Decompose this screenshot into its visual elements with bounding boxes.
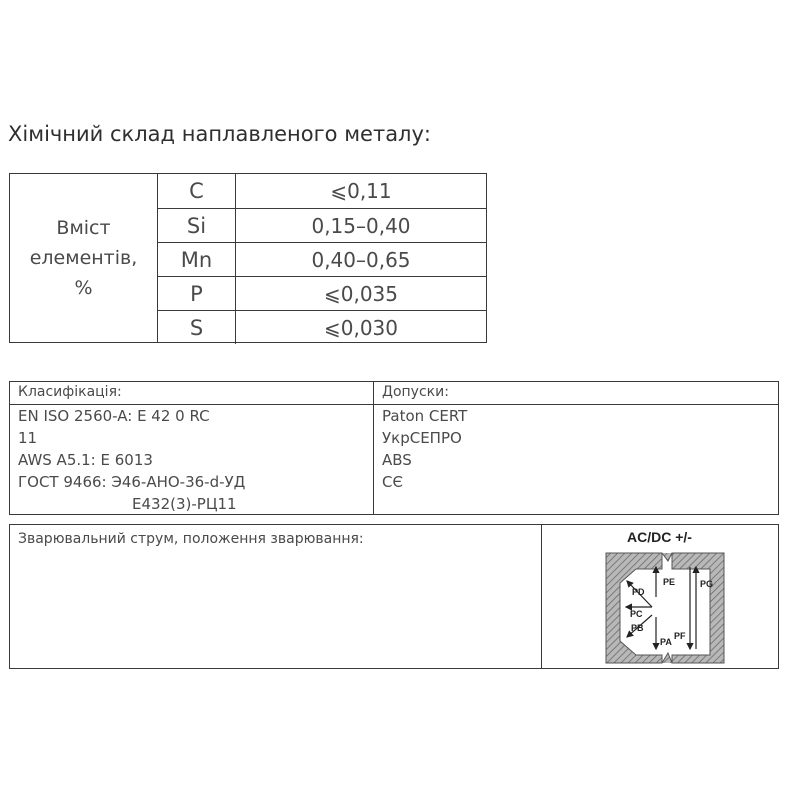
element-symbol: P	[158, 277, 236, 310]
approval-line: ABS	[382, 451, 412, 469]
classification-header-row	[10, 382, 778, 405]
approval-line: УкрСЕПРО	[382, 429, 462, 447]
approval-line: CЄ	[382, 473, 403, 491]
content-label-line: Вміст	[56, 217, 111, 239]
classification-table	[9, 381, 779, 515]
column-divider	[373, 382, 374, 514]
chemical-composition-table	[9, 173, 487, 343]
position-label: PG	[700, 579, 714, 589]
table-row	[158, 242, 486, 276]
classification-line: Е432(3)-РЦ11	[132, 495, 237, 513]
table-row	[158, 310, 486, 344]
element-symbol: Mn	[158, 243, 236, 276]
column-divider	[541, 525, 542, 668]
element-value: ⩽0,030	[323, 315, 398, 340]
approvals-header: Допуски:	[382, 384, 449, 400]
approval-line: Paton CERT	[382, 407, 468, 425]
element-value: ⩽0,035	[323, 281, 398, 306]
classification-header: Класифікація:	[18, 384, 122, 400]
classification-line: EN ISO 2560-A: E 42 0 RC	[18, 407, 210, 425]
page-title: Хімічний склад наплавленого металу:	[8, 122, 431, 146]
element-symbol: Si	[158, 209, 236, 242]
table-row	[158, 174, 486, 208]
content-label-line: елементів,	[29, 247, 138, 269]
content-label-line: %	[74, 277, 93, 299]
table-row	[158, 208, 486, 242]
current-type: AC/DC +/-	[627, 529, 692, 545]
element-symbol: C	[158, 174, 236, 208]
position-label: PA	[660, 637, 672, 647]
position-label: PF	[674, 631, 686, 641]
welding-table	[9, 524, 779, 669]
element-value: 0,15–0,40	[311, 213, 411, 238]
position-label: PB	[631, 623, 644, 633]
position-label: PE	[663, 577, 676, 587]
classification-line: 11	[18, 429, 38, 447]
position-label: PD	[632, 587, 645, 597]
position-label: PC	[630, 609, 643, 619]
element-value: 0,40–0,65	[311, 247, 411, 272]
element-symbol: S	[158, 311, 236, 344]
welding-current-label: Зварювальний струм, положення зварювання:	[18, 531, 364, 547]
classification-line: AWS A5.1: E 6013	[18, 451, 153, 469]
table-row	[158, 276, 486, 310]
content-label-cell	[10, 174, 158, 342]
classification-line: ГОСТ 9466: Э46-АНО-36-d-УД	[18, 473, 246, 491]
element-value: ⩽0,11	[330, 179, 392, 203]
welding-positions-diagram	[600, 549, 730, 667]
